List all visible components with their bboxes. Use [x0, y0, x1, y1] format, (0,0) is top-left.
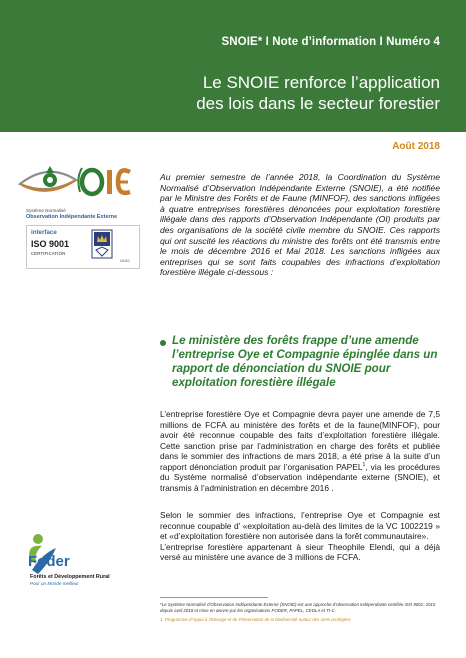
publication-date: Août 2018 [392, 141, 440, 152]
body-paragraph-2-text: Selon le sommier des infractions, l’entreprise Oye et Compagnie est reconnue coupable d’ «exploitation au-delà des limites de la VC 1002219 » et «d’exploitation forestière non autorisée dans la forêt communautaire». [160, 510, 440, 541]
snoie-logo [18, 158, 138, 220]
foder-slogan: Pour un Monde meilleur [30, 581, 79, 586]
newsletter-series: SNOIE* I Note d’information I Numéro 4 [221, 36, 440, 48]
snoie-tagline-2: Observation Indépendante Externe [26, 214, 118, 220]
footnote-1: 1. Programme d’Appui à l’Elevage et de Préservation de la biodiversité autour des aires protégées [160, 617, 351, 622]
page-title [120, 72, 440, 114]
body-paragraph-2 [160, 510, 440, 563]
intro-paragraph [160, 172, 440, 278]
body-paragraph-1-text-end: , via les procédures du Système normalisé d’observation indépendante externe (SNOIE), et transmis à l’administration en décembre 2016 . [160, 461, 440, 493]
highlight-callout: Le ministère des forêts frappe d’une amende l’entreprise Oye et Compagnie épinglée dans un rapport de dénonciation du SNOIE pour exploitation forestière illégale [172, 334, 438, 389]
callout-bullet-icon [160, 340, 166, 346]
foder-subtitle: Forêts et Développement Rural [30, 574, 110, 580]
crown-seal-icon [91, 229, 113, 259]
foder-name: Foder [28, 553, 70, 570]
body-paragraph-1-text: L’entreprise forestière Oye et Compagnie devra payer une amende de 7,5 millions de FCFA au ministère des forêts et de la faune(MINFOF), pour avoir été reconnue coupable des faits d’exploitation forestière illégale. Cette sanction prise par l’administration en charge des forêts et publiée dans le sommier des infractions de mars 2018, a été prise à la suite d’un rapport dénonciation produit par l’organisation PAPEL [160, 409, 440, 472]
footnote-snoie: *Le Système Normalisé d’Observation Indépendante Externe (SNOIE) est une approche d’observation indépendante certifiée ISO 9001: 2015 depuis avril 2018 et mise en œuvre par les organisations FODER, PAPEL, CEDLA et TI-C. [160, 602, 436, 613]
snoie-tagline: Système Normalisé [26, 208, 66, 213]
header-banner [0, 0, 466, 132]
iso-label: ISO 9001 [31, 239, 70, 249]
interface-brand: interface [31, 229, 57, 236]
ukas-label: UKAS [120, 259, 130, 263]
footnote-divider [160, 597, 268, 598]
title-line-1: Le SNOIE renforce l’application [202, 73, 440, 92]
intro-text: Au premier semestre de l’année 2018, la Coordination du Système Normalisé d’Observation Indépendante Externe (SNOIE), a été notifiée par le Ministre des Forêts et de Faune (MINFOF), des sanctions infligées à quatre entreprises forestières dénoncées pour exploitation forestière illégale dans des rapports d’Observation Indépendante (OI) produits par des organisations de la société civile membre du SNOIE. Ces rapports qui ont suscité les réactions du ministre des forêts ont été transmis entre le mois de décembre 2016 et Mai 2018. Les sanctions infligées aux entreprises qui se sont faits coupables des infractions d’exploitation forestière illégale ci-dessous : [160, 172, 440, 278]
body-paragraph-1 [160, 409, 440, 493]
certification-label: CERTIFICATION [31, 251, 66, 256]
iso-certification-badge [26, 225, 140, 269]
snoie-logo-icon [18, 158, 138, 208]
title-line-2: des lois dans le secteur forestier [196, 94, 440, 113]
body-paragraph-3-text: L’entreprise forestière appartenant à sieur Theophile Elendi, qui a déjà versé au ministère une avance de 3 millions de FCFA. [160, 541, 440, 562]
footnote-ref-1: 1 [362, 461, 366, 468]
foder-logo [24, 530, 134, 610]
